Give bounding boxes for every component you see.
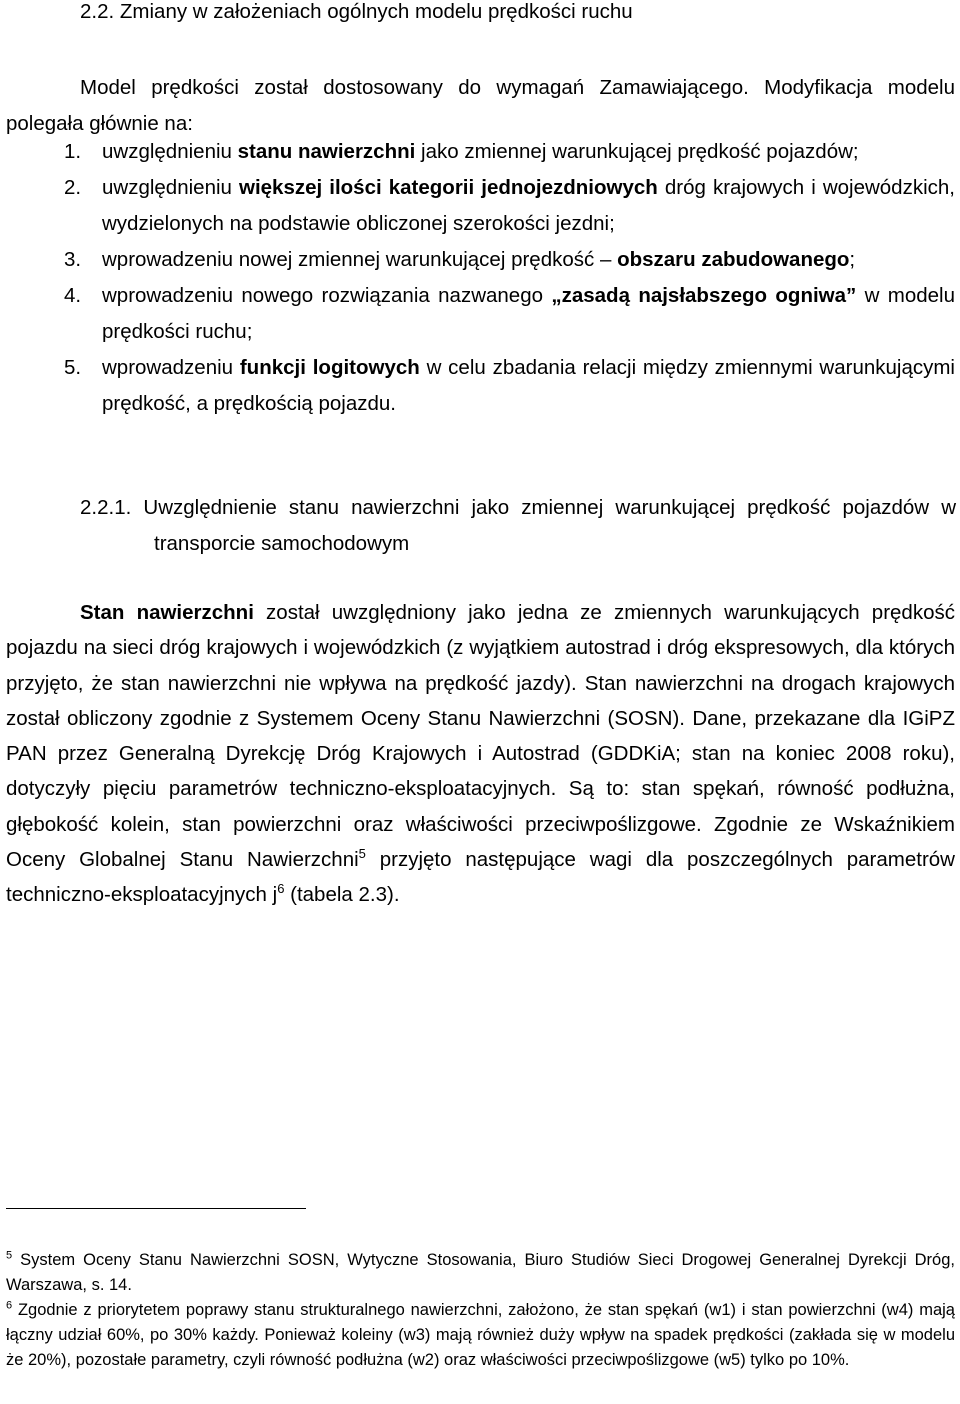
intro-paragraph: Model prędkości został dostosowany do wymagań Zamawiającego. Modyfikacja modelu polegała głównie na: [6, 76, 955, 135]
subsection-heading: 2.2.1. Uwzględnienie stanu nawierzchni jako zmiennej warunkującej prędkość pojazdów w transporcie samochodowym [80, 496, 956, 555]
list-item-number: 5. [64, 356, 82, 379]
list-item-number: 4. [64, 284, 82, 307]
footnote-mark: 6 [6, 1299, 13, 1312]
footnote-separator [6, 1208, 306, 1209]
list-item-text: jako zmiennej warunkującej prędkość pojazdów; [415, 140, 859, 163]
list-item-bold: stanu nawierzchni [237, 140, 416, 163]
list-item-text: wprowadzeniu nowego rozwiązania nazwanego [102, 284, 552, 307]
list-item-bold: „zasadą najsłabszego ogniwa” [551, 284, 857, 307]
list-item-text: wprowadzeniu nowej zmiennej warunkującej prędkość – [102, 248, 618, 271]
body-text: przyjęto następujące wagi dla poszczególnych parametrów techniczno-eksploatacyjnych j [6, 848, 955, 907]
footnote [6, 1248, 955, 1298]
list-item-number: 2. [64, 176, 82, 199]
list-item-text: uwzględnieniu [102, 176, 239, 199]
list-item-text: w celu zbadania relacji między zmiennymi warunkującymi prędkość, a prędkością pojazdu. [102, 356, 955, 415]
list-item-bold: większej ilości kategorii jednojezdniowych [239, 176, 658, 199]
list-item-text: dróg krajowych i wojewódzkich, wydzielonych na podstawie obliczonej szerokości jezdni; [102, 176, 955, 235]
footnote-text: System Oceny Stanu Nawierzchni SOSN, Wytyczne Stosowania, Biuro Studiów Sieci Drogowej Generalnej Dyrekcji Dróg, Warszawa, s. 14. [6, 1251, 955, 1294]
list-item [6, 278, 955, 350]
list-item-text: ; [849, 248, 856, 271]
list-item-number: 3. [64, 248, 82, 271]
list-item-text: wprowadzeniu [102, 356, 240, 379]
footnotes [6, 1248, 955, 1373]
body-text: (tabela 2.3). [284, 883, 400, 907]
list-item [6, 350, 955, 422]
list-item-text: uwzględnieniu [102, 140, 238, 163]
footnote-mark: 5 [6, 1249, 13, 1262]
footnote-ref[interactable]: 5 [358, 846, 366, 862]
list-item-number: 1. [64, 140, 82, 163]
list-item-bold: funkcji logitowych [239, 356, 420, 379]
section-heading: 2.2. Zmiany w założeniach ogólnych modelu prędkości ruchu [80, 0, 633, 23]
body-paragraph [6, 595, 955, 913]
list-item-bold: obszaru zabudowanego [617, 248, 850, 271]
footnote-text: Zgodnie z priorytetem poprawy stanu strukturalnego nawierzchni, założono, że stan spękań (w1) i stan powierzchni (w4) mają łączny udział 60%, po 30% każdy. Ponieważ koleiny (w3) mają również duży wpływ na spadek prędkości (zakłada się w modelu że 20%), pozostałe parametry, czyli równość podłużna (w2) oraz właściwości przeciwpoślizgowe (w5) tylko po 10%. [6, 1301, 955, 1369]
list-item-text: w modelu prędkości ruchu; [102, 284, 955, 343]
list-item [6, 134, 955, 170]
list-item [6, 170, 955, 242]
footnote [6, 1298, 955, 1373]
modification-list [6, 134, 955, 422]
footnote-ref[interactable]: 6 [277, 881, 285, 897]
list-item [6, 242, 955, 278]
body-bold-lead: Stan nawierzchni [80, 601, 254, 624]
body-text: został uwzględniony jako jedna ze zmiennych warunkujących prędkość pojazdu na sieci dróg krajowych i wojewódzkich (z wyjątkiem autostrad i dróg ekspresowych, dla których przyjęto, że stan nawierzchni nie wpływa na prędkość jazdy). Stan nawierzchni na drogach krajowych został obliczony zgodnie z Systemem Oceny Stanu Nawierzchni (SOSN). Dane, przekazane dla IGiPZ PAN przez Generalną Dyrekcję Dróg Krajowych i Autostrad (GDDKiA; stan na koniec 2008 roku), dotyczyły pięciu parametrów techniczno-eksploatacyjnych. Są to: stan spękań, równość podłużna, głębokość kolein, stan powierzchni oraz właściwości przeciwpoślizgowe. Zgodnie ze Wskaźnikiem Oceny Globalnej Stanu Nawierzchni [6, 601, 955, 872]
